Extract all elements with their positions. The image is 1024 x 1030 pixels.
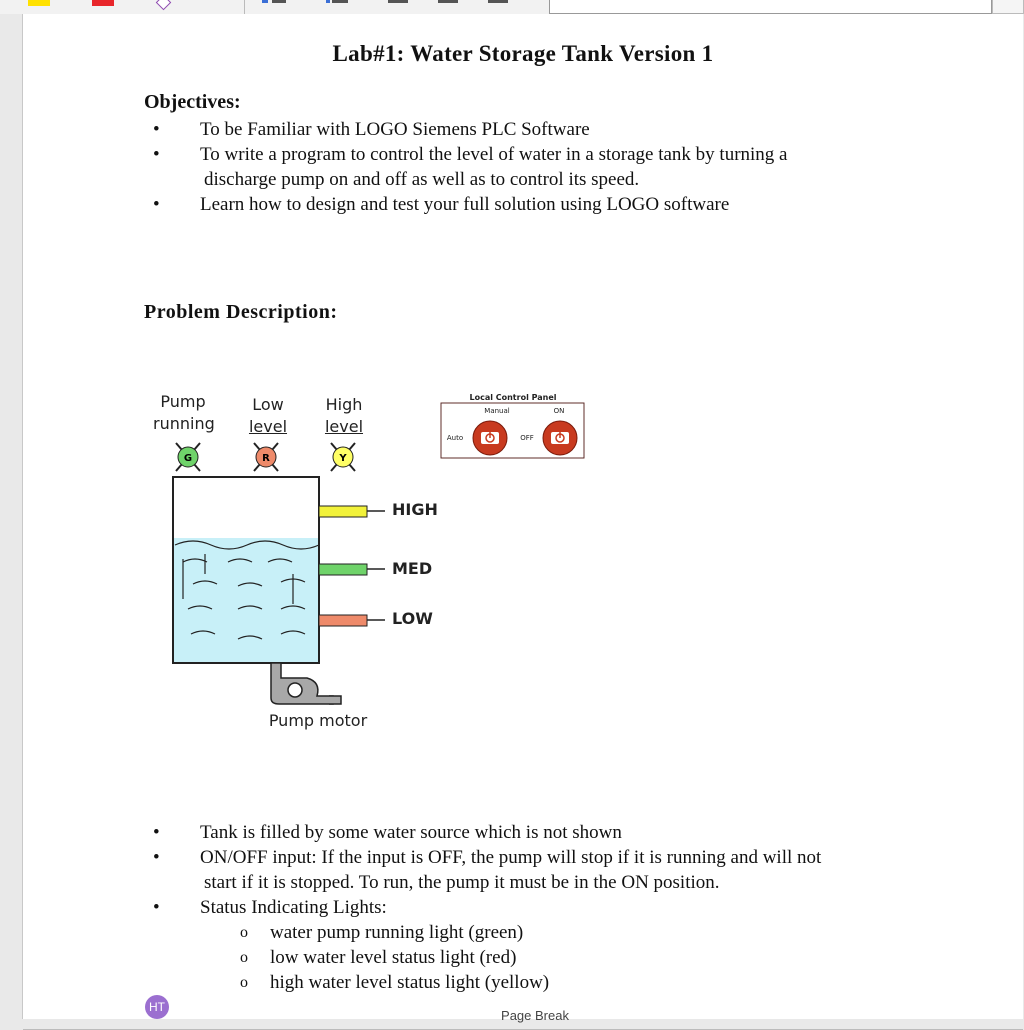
objectives-heading: Objectives: (144, 91, 241, 113)
list-item: • To write a program to control the level of water in a storage tank by turning a discharge pump on and off as well as to control its speed. (153, 144, 788, 190)
indicator-light-yellow (331, 443, 355, 471)
svg-text:R: R (262, 453, 270, 464)
svg-text:Manual: Manual (484, 407, 510, 415)
list-item: o low water level status light (red) (240, 947, 517, 968)
numbered-list-icon[interactable] (326, 0, 330, 3)
indicator-label-low: Low level (248, 395, 288, 436)
sub-bullet-icon: o (240, 949, 248, 966)
sensor-high (319, 506, 367, 517)
avatar[interactable]: HT (145, 995, 169, 1019)
bullet-icon: • (153, 194, 160, 215)
bullet-list-icon-lines (272, 0, 286, 3)
svg-text:G: G (183, 453, 193, 464)
svg-text:ON: ON (553, 407, 565, 415)
pump-motor-label: Pump motor (268, 711, 368, 730)
indicator-light-red (254, 443, 278, 471)
styles-pane-button[interactable] (992, 0, 1024, 14)
bullet-icon: • (153, 144, 160, 165)
bullet-icon: • (153, 119, 160, 140)
page-break-label: Page Break (501, 1008, 569, 1023)
level-label-med: MED (392, 559, 433, 578)
sensor-med (319, 564, 367, 575)
bullet-icon: • (153, 847, 160, 868)
svg-text:Local Control Panel: Local Control Panel (469, 393, 557, 402)
sensor-low (319, 615, 367, 626)
align-left-icon[interactable] (388, 0, 408, 3)
list-item: o water pump running light (green) (240, 922, 524, 943)
pump-motor-icon (271, 663, 341, 704)
level-label-high: HIGH (392, 500, 438, 519)
toolbar-divider (244, 0, 245, 14)
list-item: o high water level status light (yellow) (240, 972, 550, 993)
list-item: • To be Familiar with LOGO Siemens PLC Software (153, 119, 590, 140)
indicator-light-green (176, 443, 200, 471)
indicator-label-high: High level (324, 395, 364, 436)
level-label-low: LOW (392, 609, 433, 628)
font-color-swatch[interactable] (92, 0, 114, 6)
indicator-label-pump: Pump running (153, 392, 215, 433)
toolbar (0, 0, 1024, 14)
status-lights-list (200, 920, 821, 995)
svg-text:Y: Y (339, 453, 347, 464)
list-item: • Learn how to design and test your full solution using LOGO software (153, 194, 730, 215)
highlight-color-swatch[interactable] (28, 0, 50, 6)
local-control-panel (441, 393, 584, 458)
svg-text:Auto: Auto (446, 434, 464, 442)
numbered-list-icon-lines (332, 0, 348, 3)
bullet-icon: • (153, 897, 160, 918)
sub-bullet-icon: o (240, 974, 248, 991)
document-page[interactable] (22, 14, 1023, 1019)
sub-bullet-icon: o (240, 924, 248, 941)
description-list (144, 820, 821, 995)
list-item: • Tank is filled by some water source which is not shown (153, 822, 622, 843)
bullet-list-icon[interactable] (262, 0, 268, 3)
bullet-icon: • (153, 822, 160, 843)
style-icon[interactable] (156, 0, 172, 10)
page-title: Lab#1: Water Storage Tank Version 1 (332, 41, 714, 66)
list-item: • ON/OFF input: If the input is OFF, the pump will stop if it is running and will not start if it is stopped. To run, the pump it must be in the ON position. (153, 847, 822, 893)
list-item: • Status Indicating Lights: o water pump running light (green) o low water level status light (red) o high water level status light (yellow) (144, 895, 821, 995)
styles-dropdown[interactable] (549, 0, 992, 14)
align-right-icon[interactable] (488, 0, 508, 3)
svg-text:OFF: OFF (520, 434, 534, 442)
align-center-icon[interactable] (438, 0, 458, 3)
problem-heading: Problem Description: (144, 301, 338, 323)
water-fill (173, 538, 319, 663)
